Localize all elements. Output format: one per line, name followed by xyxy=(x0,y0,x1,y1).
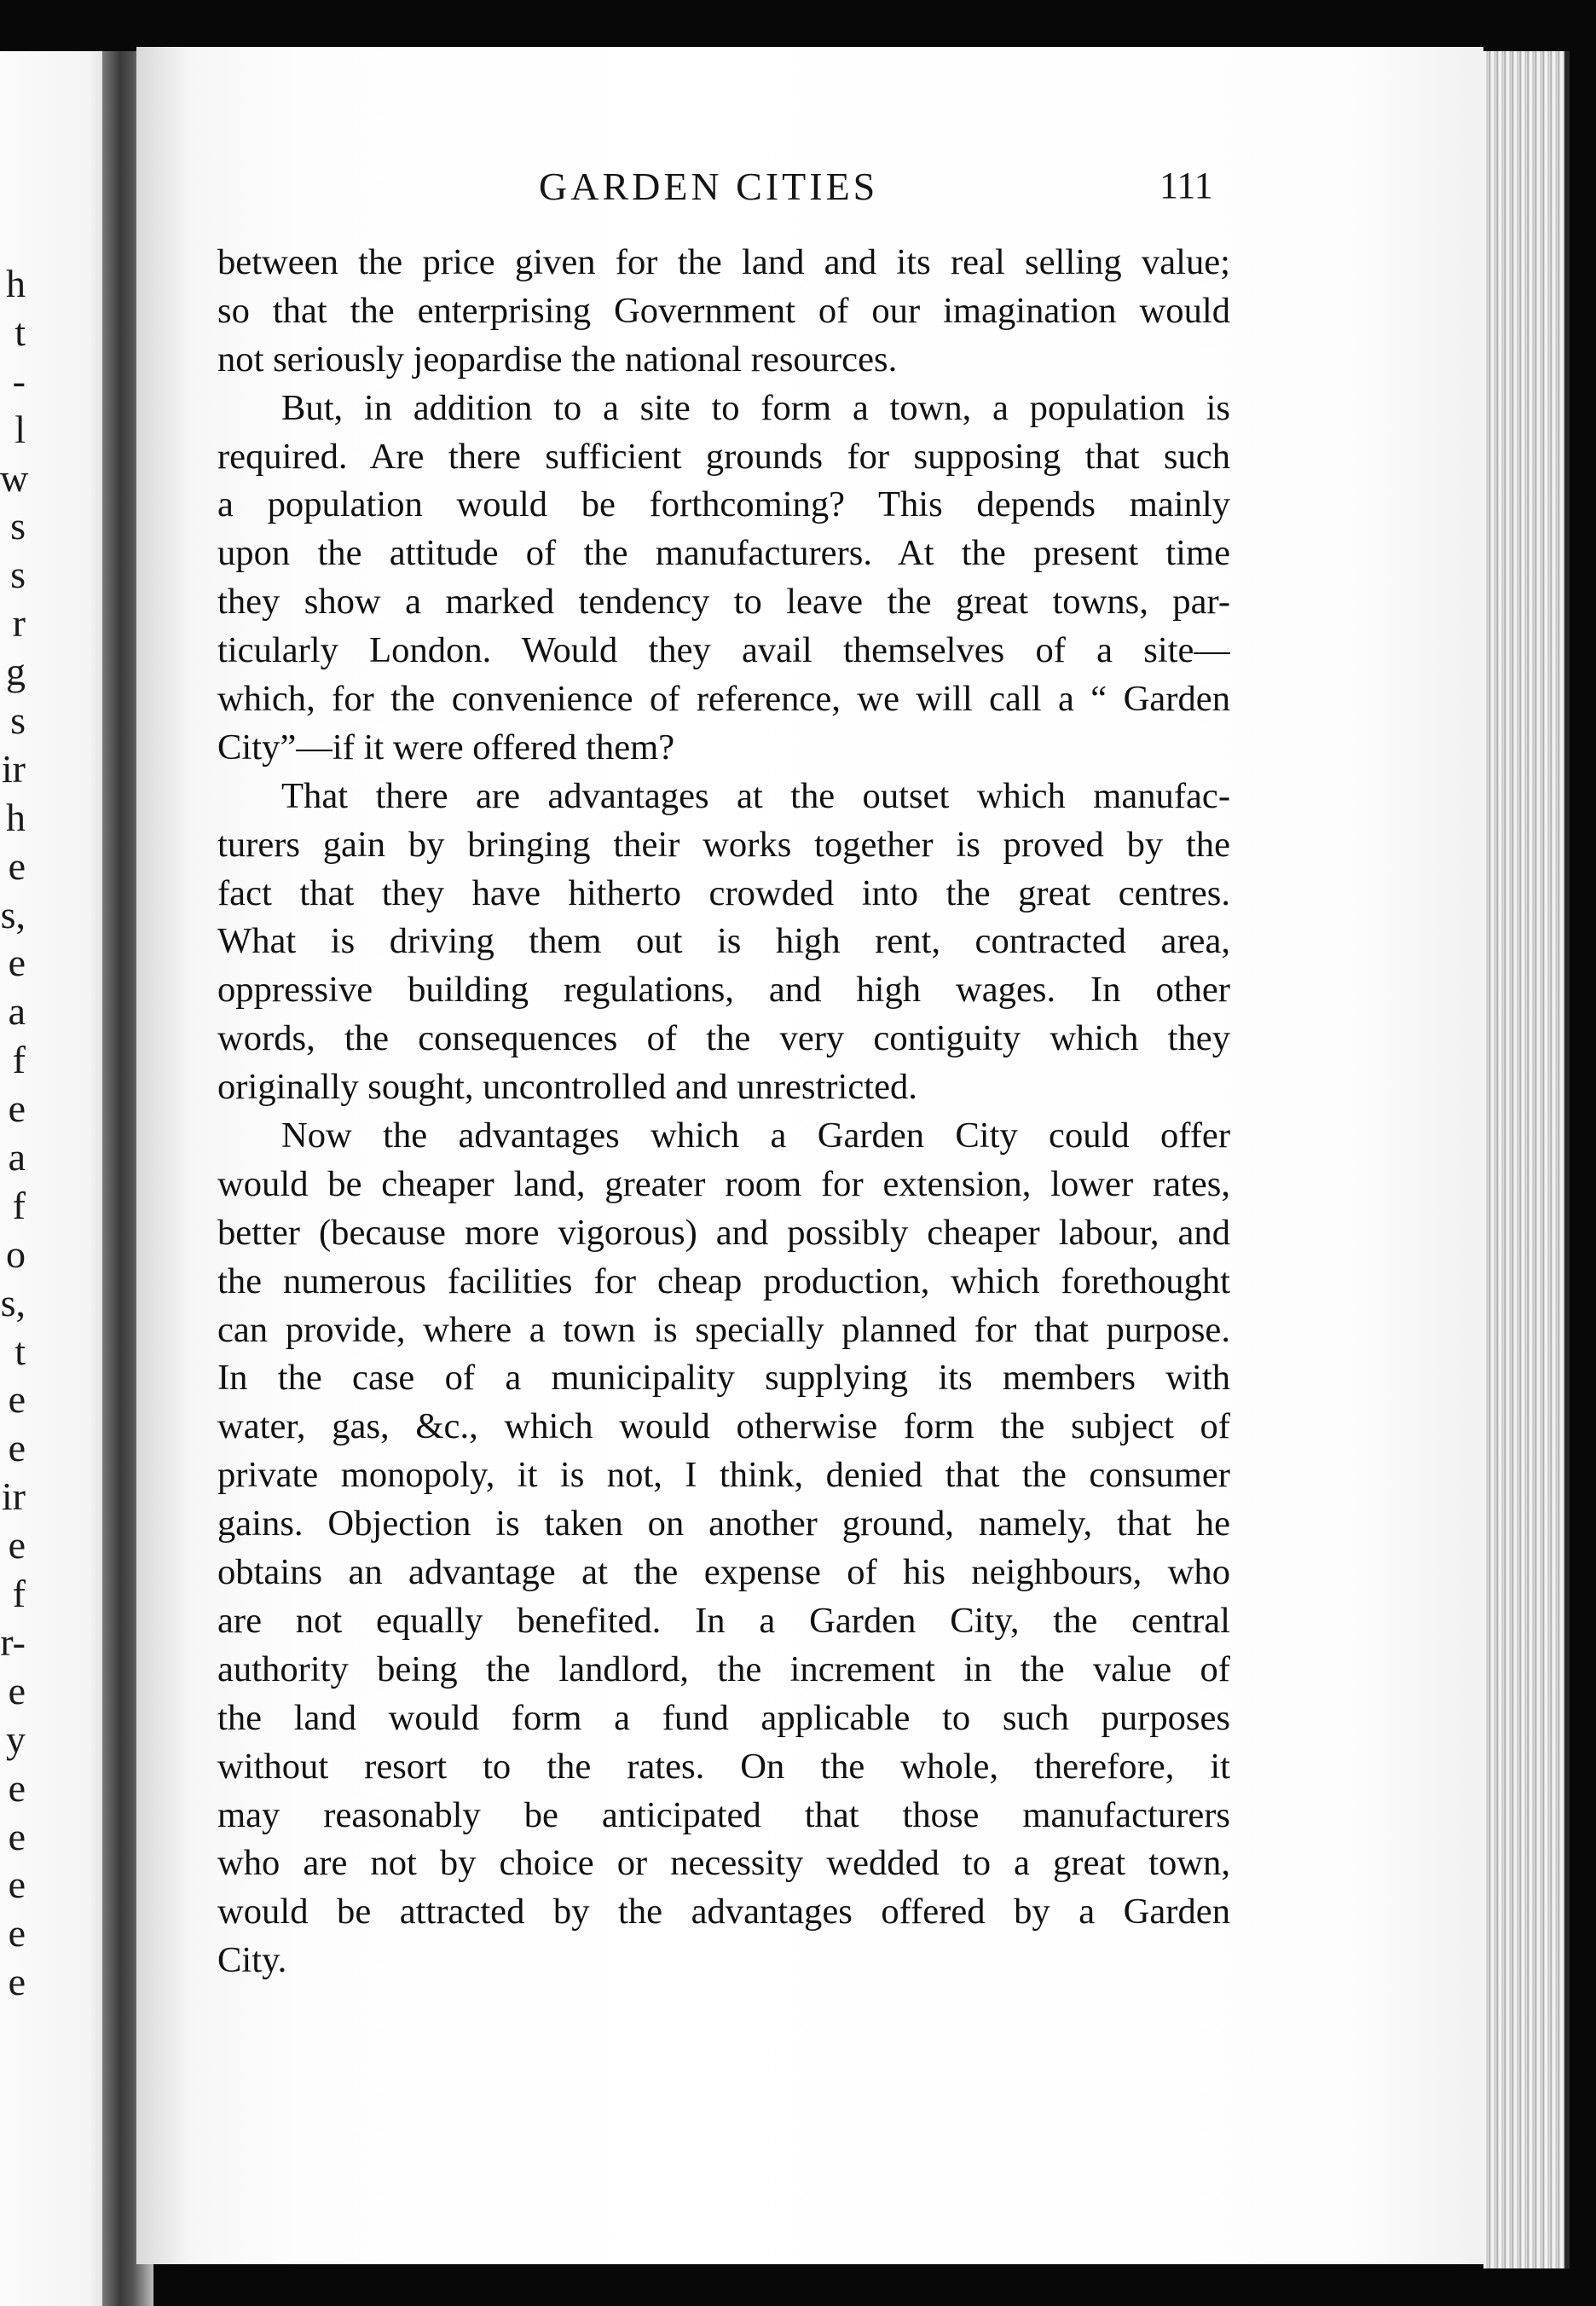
text-line: would be cheaper land, greater room for extension, lower rates, xyxy=(217,1163,1230,1204)
text-line: authority being the landlord, the increment in the value of xyxy=(217,1648,1230,1689)
running-head: GARDEN CITIES xyxy=(539,165,879,208)
text-line: What is driving them out is high rent, contracted area, xyxy=(217,921,1230,962)
fragment: ir xyxy=(1,1475,26,1519)
fragment: f xyxy=(12,1183,26,1227)
fragment: ir xyxy=(1,746,26,791)
text-line: not seriously jeopardise the national resources. xyxy=(217,339,898,380)
text-line: they show a marked tendency to leave the great towns, par- xyxy=(217,582,1230,623)
fragment: s xyxy=(10,553,26,597)
fragment: f xyxy=(12,1572,26,1616)
fragment: e xyxy=(8,1426,26,1470)
fragment: e xyxy=(8,1523,26,1567)
text-line: That there are advantages at the outset which manufac- xyxy=(281,775,1230,816)
fragment: e xyxy=(8,941,26,985)
fragment: r- xyxy=(0,1619,26,1664)
fragment: - xyxy=(12,358,26,403)
fragment: e xyxy=(8,1960,26,2004)
text-line: City. xyxy=(217,1940,287,1981)
fragment: f xyxy=(12,1038,26,1082)
text-line: a population would be forthcoming? This depends mainly xyxy=(217,484,1230,525)
page-number: 111 xyxy=(1159,165,1213,206)
previous-page-fragments xyxy=(0,260,29,2007)
text-line: which, for the convenience of reference, we will call a “ Garden xyxy=(217,679,1230,720)
fragment: e xyxy=(8,1863,26,1907)
text-line: who are not by choice or necessity wedded to a great town, xyxy=(217,1843,1230,1884)
text-line: between the price given for the land and its real selling value; xyxy=(217,242,1230,282)
fragment: e xyxy=(8,1911,26,1955)
text-line: fact that they have hitherto crowded into the great centres. xyxy=(217,872,1230,913)
text-line: the land would form a fund applicable to such purposes xyxy=(217,1697,1230,1738)
text-line: better (because more vigorous) and possibly cheaper labour, and xyxy=(217,1212,1230,1253)
fragment: y xyxy=(6,1717,26,1761)
text-line: water, gas, &c., which would otherwise form the subject of xyxy=(217,1406,1230,1447)
text-line: Now the advantages which a Garden City could offer xyxy=(281,1115,1230,1156)
fragment: e xyxy=(8,1814,26,1858)
fragment: e xyxy=(8,1377,26,1422)
text-line: City”—if it were offered them? xyxy=(217,727,675,768)
fragment: r xyxy=(12,601,26,646)
text-line: gains. Objection is taken on another ground, namely, that he xyxy=(217,1504,1230,1544)
fragment: e xyxy=(8,1765,26,1810)
page-edges-stack xyxy=(1483,51,1570,2268)
text-line: so that the enterprising Government of our imagination would xyxy=(217,290,1230,331)
fragment: s, xyxy=(0,1280,26,1324)
text-line: upon the attitude of the manufacturers. At the present time xyxy=(217,533,1230,574)
text-line: can provide, where a town is specially planned for that purpose. xyxy=(217,1309,1230,1350)
fragment: s xyxy=(10,504,26,548)
fragment: g xyxy=(6,650,26,694)
text-line: In the case of a municipality supplying its members with xyxy=(217,1358,1230,1399)
fragment: w xyxy=(0,455,29,500)
text-line: private monopoly, it is not, I think, denied that the consumer xyxy=(217,1455,1230,1496)
fragment: t xyxy=(14,310,26,354)
fragment: e xyxy=(8,843,26,888)
fragment: o xyxy=(6,1231,26,1276)
body-text xyxy=(217,239,1230,1985)
text-line: obtains an advantage at the expense of his neighbours, who xyxy=(217,1552,1230,1593)
fragment: s, xyxy=(0,892,26,936)
text-line: may reasonably be anticipated that those manufacturers xyxy=(217,1794,1230,1835)
fragment: s xyxy=(10,698,26,743)
fragment: a xyxy=(8,989,26,1034)
text-line: oppressive building regulations, and high wages. In other xyxy=(217,970,1230,1011)
text-line: turers gain by bringing their works together is proved by the xyxy=(217,824,1230,865)
text-line: ticularly London. Would they avail themselves of a site— xyxy=(217,630,1230,671)
text-line: But, in addition to a site to form a town, a population is xyxy=(281,387,1230,428)
text-line: would be attracted by the advantages offered by a Garden xyxy=(217,1892,1230,1932)
fragment: h xyxy=(6,795,26,839)
fragment: l xyxy=(14,407,26,451)
text-line: without resort to the rates. On the whole, therefore, it xyxy=(217,1746,1230,1787)
text-line: are not equally benefited. In a Garden City, the central xyxy=(217,1600,1230,1641)
fragment: a xyxy=(8,1135,26,1179)
fragment: h xyxy=(6,262,26,305)
fragment: e xyxy=(8,1086,26,1131)
fragment: e xyxy=(8,1668,26,1712)
text-line: required. Are there sufficient grounds for supposing that such xyxy=(217,436,1230,477)
fragment: t xyxy=(14,1329,26,1373)
text-line: words, the consequences of the very contiguity which they xyxy=(217,1018,1230,1059)
text-line: originally sought, uncontrolled and unrestricted. xyxy=(217,1067,917,1108)
text-line: the numerous facilities for cheap production, which forethought xyxy=(217,1260,1230,1301)
